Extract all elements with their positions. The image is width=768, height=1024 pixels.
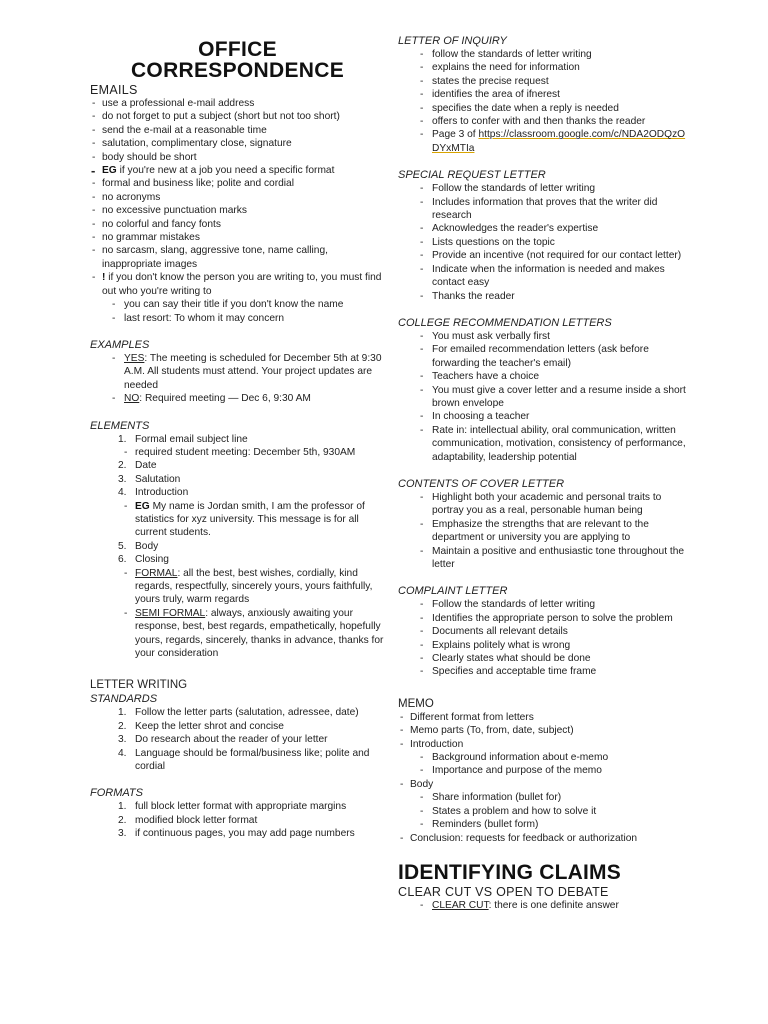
list-item: - Maintain a positive and enthusiastic tone throughout the letter — [398, 545, 688, 572]
list-item: 3. Salutation — [118, 473, 181, 485]
sub-list-item: - Reminders (bullet form) — [398, 818, 688, 831]
emails-heading: EMAILS — [90, 83, 138, 97]
list-item: - Documents all relevant details — [398, 625, 688, 638]
list-item: - Emphasize the strengths that are relevant to the department or university you are applying to — [398, 518, 688, 545]
examples-list — [90, 352, 385, 406]
list-item: 1. full block letter format with appropriate margins — [118, 801, 347, 813]
eg-label: EG — [102, 165, 117, 177]
list-item: - You must ask verbally first — [398, 330, 688, 343]
cover-letter-list — [398, 491, 688, 571]
sub-list-item: - Share information (bullet for) — [398, 791, 688, 804]
page-title-line1: OFFICE — [198, 38, 277, 61]
sub-list-item: - last resort: To whom it may concern — [90, 312, 385, 325]
list-item: 3. if continuous pages, you may add page numbers — [118, 828, 355, 840]
sub-list-item: - you can say their title if you don't know the name — [90, 298, 385, 311]
left-column — [90, 0, 385, 841]
elements-list — [90, 433, 385, 661]
sub-list-item-semi-formal: - SEMI FORMAL: always, anxiously awaiting your response, best, best regards, empathetically, hopefully yours, regards, sincerely, thanks in advance, thanks for your consideration — [90, 607, 385, 661]
formats-list — [90, 800, 385, 840]
formats-heading: FORMATS — [90, 787, 143, 800]
eg-label: EG — [135, 500, 150, 512]
special-request-heading: SPECIAL REQUEST LETTER — [398, 169, 546, 182]
list-item: 3. Do research about the reader of your letter — [118, 734, 328, 746]
list-item: - Specifies and acceptable time frame — [398, 665, 688, 678]
list-item: - Explains politely what is wrong — [398, 639, 688, 652]
list-item: - Provide an incentive (not required for our contact letter) — [398, 249, 688, 262]
eg-text: if you're new at a job you need a specific format — [116, 165, 335, 177]
list-item: - no excessive punctuation marks — [90, 204, 385, 217]
list-item: 2. Keep the letter shrot and concise — [118, 720, 284, 732]
special-request-list — [398, 182, 688, 303]
sub-list-item: - Importance and purpose of the memo — [398, 764, 688, 777]
right-column — [398, 0, 688, 912]
list-item: - use a professional e-mail address — [90, 97, 385, 110]
list-item: - offers to confer with and then thanks the reader — [398, 115, 688, 128]
list-item: 6. Closing — [118, 554, 169, 566]
list-item: 4. Language should be formal/business like; polite and cordial — [118, 747, 370, 773]
list-item: - explains the need for information — [398, 61, 688, 74]
list-item: - Follow the standards of letter writing — [398, 598, 688, 611]
no-text: : Required meeting — Dec 6, 9:30 AM — [139, 393, 311, 405]
list-item-eg — [90, 164, 385, 177]
inquiry-heading: LETTER OF INQUIRY — [398, 35, 507, 47]
list-item: - Rate in: intellectual ability, oral communication, written communication, motivation, consistency of performance, adaptability, leadership potential — [398, 424, 688, 464]
list-item: - no acronyms — [90, 191, 385, 204]
list-item: - Teachers have a choice — [398, 370, 688, 383]
complaint-list — [398, 598, 688, 678]
warning-label: ! — [102, 272, 106, 284]
complaint-heading: COMPLAINT LETTER — [398, 585, 508, 598]
list-item: - Follow the standards of letter writing — [398, 182, 688, 195]
list-item: - Thanks the reader — [398, 290, 688, 303]
college-heading: COLLEGE RECOMMENDATION LETTERS — [398, 316, 612, 329]
list-item: - send the e-mail at a reasonable time — [90, 124, 385, 137]
claims-subheading: CLEAR CUT VS OPEN TO DEBATE — [398, 884, 609, 899]
emails-list — [90, 97, 385, 325]
yes-label: YES — [124, 352, 145, 364]
list-item: - identifies the area of ifnerest — [398, 88, 688, 101]
standards-heading: STANDARDS — [90, 693, 158, 706]
list-item: - Different format from letters — [398, 711, 688, 724]
claims-heading: IDENTIFYING CLAIMS — [398, 860, 621, 884]
memo-heading: MEMO — [398, 697, 434, 710]
list-item: - In choosing a teacher — [398, 410, 688, 423]
yes-text: : The meeting is scheduled for December 5th at 9:30 A.M. All students must attend. Your project updates are needed — [124, 352, 382, 391]
list-item-warning — [90, 271, 385, 298]
sub-list-item-eg: - EG My name is Jordan smith, I am the professor of statistics for xyz university. This message is for all current students. — [90, 500, 385, 540]
sub-list-item-formal: - FORMAL: all the best, best wishes, cordially, kind regards, respectfully, sincerely yours, yours faithfully, yours truly, warm regards — [90, 567, 385, 607]
college-list — [398, 330, 688, 464]
list-item: - For emailed recommendation letters (ask before forwarding the teacher's email) — [398, 343, 688, 370]
list-item: - formal and business like; polite and cordial — [90, 177, 385, 190]
list-item: - Includes information that proves that the writer did research — [398, 196, 688, 223]
list-item: - Body — [398, 778, 688, 791]
example-no — [90, 392, 385, 405]
examples-heading: EXAMPLES — [90, 338, 150, 351]
list-item: - salutation, complimentary close, signature — [90, 137, 385, 150]
list-item: - states the precise request — [398, 75, 688, 88]
list-item: - specifies the date when a reply is needed — [398, 102, 688, 115]
list-item: - body should be short — [90, 151, 385, 164]
sub-list-item: - required student meeting: December 5th, 930AM — [90, 446, 385, 459]
list-item: - Indicate when the information is needed and makes contact easy — [398, 263, 688, 290]
list-item: - Lists questions on the topic — [398, 236, 688, 249]
list-item: - no grammar mistakes — [90, 231, 385, 244]
no-label: NO — [124, 393, 140, 405]
list-item: - Conclusion: requests for feedback or authorization — [398, 832, 688, 845]
list-item: - Clearly states what should be done — [398, 652, 688, 665]
list-item: 2. Date — [118, 460, 157, 472]
list-item: - follow the standards of letter writing — [398, 48, 688, 61]
list-item: 2. modified block letter format — [118, 814, 258, 826]
list-item: 1. Formal email subject line — [118, 433, 248, 445]
list-item: - Memo parts (To, from, date, subject) — [398, 724, 688, 737]
list-item: - Introduction — [398, 738, 688, 751]
list-item: 1. Follow the letter parts (salutation, adressee, date) — [118, 707, 359, 719]
list-item: - do not forget to put a subject (short but not too short) — [90, 110, 385, 123]
elements-heading: ELEMENTS — [90, 419, 150, 432]
sub-list-item: - Background information about e-memo — [398, 751, 688, 764]
list-item: - Acknowledges the reader's expertise — [398, 222, 688, 235]
list-item-page-link: - Page 3 of https://classroom.google.com/c/NDA2ODQzODYxMTIa — [398, 128, 688, 155]
classroom-link[interactable]: https://classroom.google.com/c/NDA2ODQzODYxMTIa — [432, 129, 686, 154]
sub-list-item: - States a problem and how to solve it — [398, 805, 688, 818]
list-item: - You must give a cover letter and a resume inside a short brown envelope — [398, 384, 688, 411]
inquiry-list — [398, 48, 688, 155]
standards-list — [90, 706, 385, 773]
warning-text: if you don't know the person you are writing to, you must find out who you're writing to — [102, 272, 382, 297]
cover-letter-heading: CONTENTS OF COVER LETTER — [398, 477, 565, 490]
list-item-clear-cut: - CLEAR CUT: there is one definite answer — [398, 899, 688, 912]
list-item: 4. Introduction — [118, 487, 189, 499]
list-item: - Identifies the appropriate person to solve the problem — [398, 612, 688, 625]
list-item: - no sarcasm, slang, aggressive tone, name calling, inappropriate images — [90, 244, 385, 271]
list-item: 5. Body — [118, 540, 159, 552]
memo-list — [398, 711, 688, 845]
claims-list — [398, 899, 688, 912]
page-title-line2: CORRESPONDENCE — [130, 59, 345, 82]
list-item: - Highlight both your academic and personal traits to portray you as a real, personable human being — [398, 491, 688, 518]
example-yes — [90, 352, 385, 392]
letter-writing-heading: LETTER WRITING — [90, 679, 188, 692]
list-item: - no colorful and fancy fonts — [90, 218, 385, 231]
